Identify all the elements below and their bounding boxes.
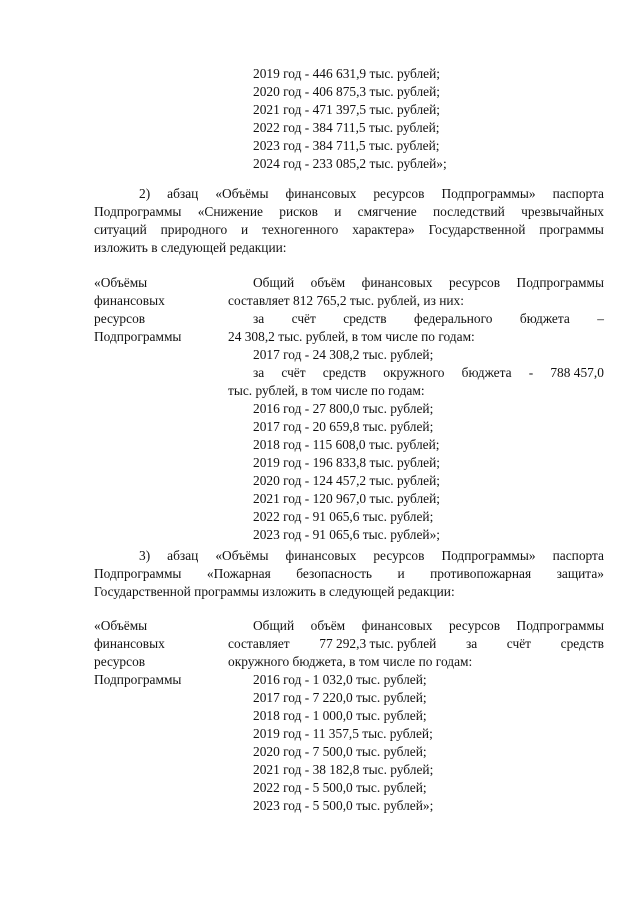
word: счёт [506, 636, 532, 651]
content-line [253, 274, 604, 292]
content-line: окружного бюджета, в том числе по годам: [228, 654, 473, 669]
year-line: 2016 год - 27 800,0 тыс. рублей; [253, 401, 434, 416]
word: абзац [167, 548, 199, 563]
year-line: 2023 год - 384 711,5 тыс. рублей; [253, 138, 440, 153]
word: – [597, 311, 604, 326]
word: ситуаций [94, 222, 147, 237]
word: бюджета [461, 365, 512, 380]
word: окружного [383, 365, 445, 380]
word: 788 457,0 [550, 365, 604, 380]
year-line: 2022 год - 91 065,6 тыс. рублей; [253, 509, 434, 524]
word: «Объёмы [215, 548, 269, 563]
word: и [241, 222, 249, 237]
intro-line [139, 185, 604, 203]
year-line: 2016 год - 1 032,0 тыс. рублей; [253, 672, 427, 687]
word: финансовых [361, 618, 433, 633]
word: противопожарная [430, 566, 532, 581]
year-line: 2019 год - 196 833,8 тыс. рублей; [253, 455, 440, 470]
word: рисков [279, 204, 318, 219]
label-line: ресурсов [94, 654, 146, 669]
word: за [253, 311, 265, 326]
word: Государственной [428, 222, 526, 237]
word: ресурсов [448, 618, 501, 633]
year-line: 2018 год - 115 608,0 тыс. рублей; [253, 437, 440, 452]
content-line [253, 364, 604, 382]
year-line: 2018 год - 1 000,0 тыс. рублей; [253, 708, 427, 723]
intro-line [94, 221, 604, 239]
word: паспорта [552, 548, 604, 563]
year-line: 2020 год - 406 875,3 тыс. рублей; [253, 84, 440, 99]
word: бюджета [519, 311, 570, 326]
word: средств [560, 636, 604, 651]
intro-line-last: изложить в следующей редакции: [94, 240, 287, 255]
word: объём [310, 618, 346, 633]
word: безопасность [296, 566, 373, 581]
word: объём [310, 275, 346, 290]
intro-line [94, 565, 604, 583]
content-line: тыс. рублей, в том числе по годам: [228, 383, 425, 398]
word: 3) [139, 548, 151, 563]
section2-label [94, 274, 214, 346]
content-line [253, 617, 604, 635]
year-line: 2019 год - 11 357,5 тыс. рублей; [253, 726, 433, 741]
word: счёт [281, 365, 306, 380]
word: и [334, 204, 342, 219]
word: техногенного [262, 222, 339, 237]
word: программы [539, 222, 604, 237]
word: «Пожарная [206, 566, 271, 581]
word: Подпрограммы [94, 566, 182, 581]
year-line: 2017 год - 7 220,0 тыс. рублей; [253, 690, 427, 705]
word: 2) [139, 186, 151, 201]
label-line: финансовых [94, 636, 165, 651]
word: защита» [556, 566, 604, 581]
content-line: 24 308,2 тыс. рублей, в том числе по годам: [228, 329, 475, 344]
year-line: 2022 год - 384 711,5 тыс. рублей; [253, 120, 440, 135]
content-line: составляет 812 765,2 тыс. рублей, из них: [228, 293, 464, 308]
word: Общий [253, 618, 295, 633]
word: средств [322, 365, 367, 380]
word: «Объёмы [215, 186, 269, 201]
word: Подпрограммы» [441, 186, 536, 201]
word: паспорта [552, 186, 604, 201]
section3-label [94, 617, 214, 689]
year-line: 2024 год - 233 085,2 тыс. рублей»; [253, 156, 447, 171]
word: за [253, 365, 265, 380]
word: абзац [167, 186, 199, 201]
word: «Снижение [197, 204, 263, 219]
year-line: 2023 год - 5 500,0 тыс. рублей»; [253, 798, 434, 813]
word: за [465, 636, 478, 651]
section2-content [228, 274, 604, 544]
label-line: «Объёмы [94, 618, 148, 633]
word: природного [160, 222, 228, 237]
label-line: ресурсов [94, 311, 146, 326]
word: финансовых [285, 548, 357, 563]
section3-content [228, 617, 604, 817]
word: составляет [228, 636, 290, 651]
year-line: 2023 год - 91 065,6 тыс. рублей»; [253, 527, 440, 542]
word: ресурсов [373, 186, 425, 201]
label-line: Подпрограммы [94, 329, 182, 344]
word: чрезвычайных [521, 204, 604, 219]
label-line: финансовых [94, 293, 165, 308]
content-line: 2017 год - 24 308,2 тыс. рублей; [253, 347, 434, 362]
word: последствий [432, 204, 505, 219]
word: финансовых [285, 186, 357, 201]
word: - [528, 365, 534, 380]
word: 77 292,3 тыс. рублей [319, 636, 437, 651]
year-line: 2021 год - 120 967,0 тыс. рублей; [253, 491, 440, 506]
content-line [228, 635, 604, 653]
word: и [397, 566, 405, 581]
year-line: 2021 год - 471 397,5 тыс. рублей; [253, 102, 440, 117]
word: Подпрограммы [94, 204, 182, 219]
word: характера» [352, 222, 415, 237]
year-line: 2017 год - 20 659,8 тыс. рублей; [253, 419, 434, 434]
year-line: 2022 год - 5 500,0 тыс. рублей; [253, 780, 427, 795]
section2-intro [94, 185, 604, 257]
label-line: «Объёмы [94, 275, 148, 290]
word: Общий [253, 275, 295, 290]
word: ресурсов [448, 275, 501, 290]
section3-intro [94, 547, 604, 601]
content-line [253, 310, 604, 328]
word: средств [343, 311, 387, 326]
word: Подпрограммы [516, 618, 604, 633]
year-line: 2019 год - 446 631,9 тыс. рублей; [253, 66, 440, 81]
year-line: 2021 год - 38 182,8 тыс. рублей; [253, 762, 434, 777]
word: Подпрограммы» [441, 548, 536, 563]
word: счёт [291, 311, 316, 326]
word: федерального [414, 311, 493, 326]
intro-line-last: Государственной программы изложить в следующей редакции: [94, 584, 455, 599]
intro-line [139, 547, 604, 565]
label-line: Подпрограммы [94, 672, 182, 687]
year-line: 2020 год - 124 457,2 тыс. рублей; [253, 473, 440, 488]
intro-line [94, 203, 604, 221]
year-line: 2020 год - 7 500,0 тыс. рублей; [253, 744, 427, 759]
word: финансовых [361, 275, 433, 290]
word: Подпрограммы [516, 275, 604, 290]
word: смягчение [357, 204, 417, 219]
word: ресурсов [373, 548, 425, 563]
